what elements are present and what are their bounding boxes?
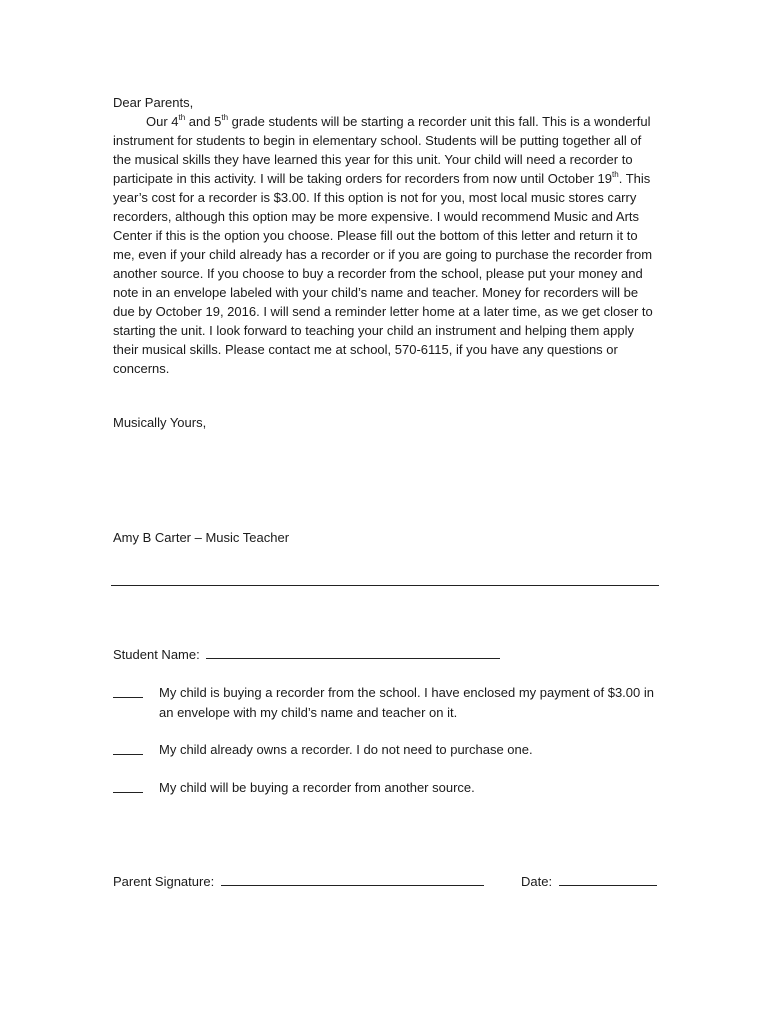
paragraph-text-end: . This year’s cost for a recorder is $3.00. If this option is not for you, most local music stores carry recorders, although this option may be more expensive. I would recommend Music and Arts Center if this is the option you choose. Please fill out the bottom of this letter and return it to me, even if your child already has a recorder or if you are going to purchase the recorder from another source. If you choose to buy a recorder from the school, please put your money and note in an envelope labeled with your child’s name and teacher. Money for recorders will be due by October 19, 2016. I will send a reminder letter home at a later time, as we get closer to starting the unit. I look forward to teaching your child an instrument and helping them apply their musical skills. Please contact me at school, 570-6115, if you have any questions or concerns. (113, 171, 653, 376)
option-row (113, 740, 658, 760)
parent-signature-field[interactable] (221, 873, 484, 886)
ordinal-suffix: th (612, 169, 619, 179)
parent-signature-label: Parent Signature: (113, 874, 215, 889)
option-row (113, 778, 658, 798)
ordinal-suffix: th (221, 112, 229, 122)
paragraph-text-mid2: grade students will be starting a recorder unit this fall. This is a wonderful instrument for students to begin in elementary school. Students will be putting together all of the musical skills they have learned this year for this unit. Your child will need a recorder to participate in this activity. I will be taking orders for recorders from now until October 19 (113, 114, 651, 186)
parent-signature-row (113, 873, 484, 889)
date-field[interactable] (559, 873, 657, 886)
teacher-signature: Amy B Carter – Music Teacher (113, 530, 290, 545)
student-name-field[interactable] (206, 646, 500, 659)
date-row (521, 873, 657, 889)
option-row (113, 683, 658, 723)
student-name-label: Student Name: (113, 647, 200, 662)
paragraph-text-start: Our 4 (146, 114, 179, 129)
option-text: My child will be buying a recorder from another source. (159, 780, 475, 795)
date-label: Date: (521, 874, 553, 889)
ordinal-suffix: th (178, 112, 186, 122)
option-text: My child is buying a recorder from the school. I have enclosed my payment of $3.00 in an envelope with my child’s name and teacher on it. (159, 685, 654, 720)
cut-line-divider (111, 585, 659, 586)
paragraph-text-mid1: and 5 (185, 114, 222, 129)
option-checkbox-blank[interactable] (113, 683, 143, 698)
letter-paragraph (113, 112, 653, 378)
option-checkbox-blank[interactable] (113, 778, 143, 793)
salutation: Dear Parents, (113, 95, 194, 110)
letter-body (113, 93, 653, 378)
closing: Musically Yours, (113, 415, 207, 430)
option-checkbox-blank[interactable] (113, 740, 143, 755)
option-text: My child already owns a recorder. I do not need to purchase one. (159, 742, 533, 757)
student-name-row (113, 646, 500, 662)
